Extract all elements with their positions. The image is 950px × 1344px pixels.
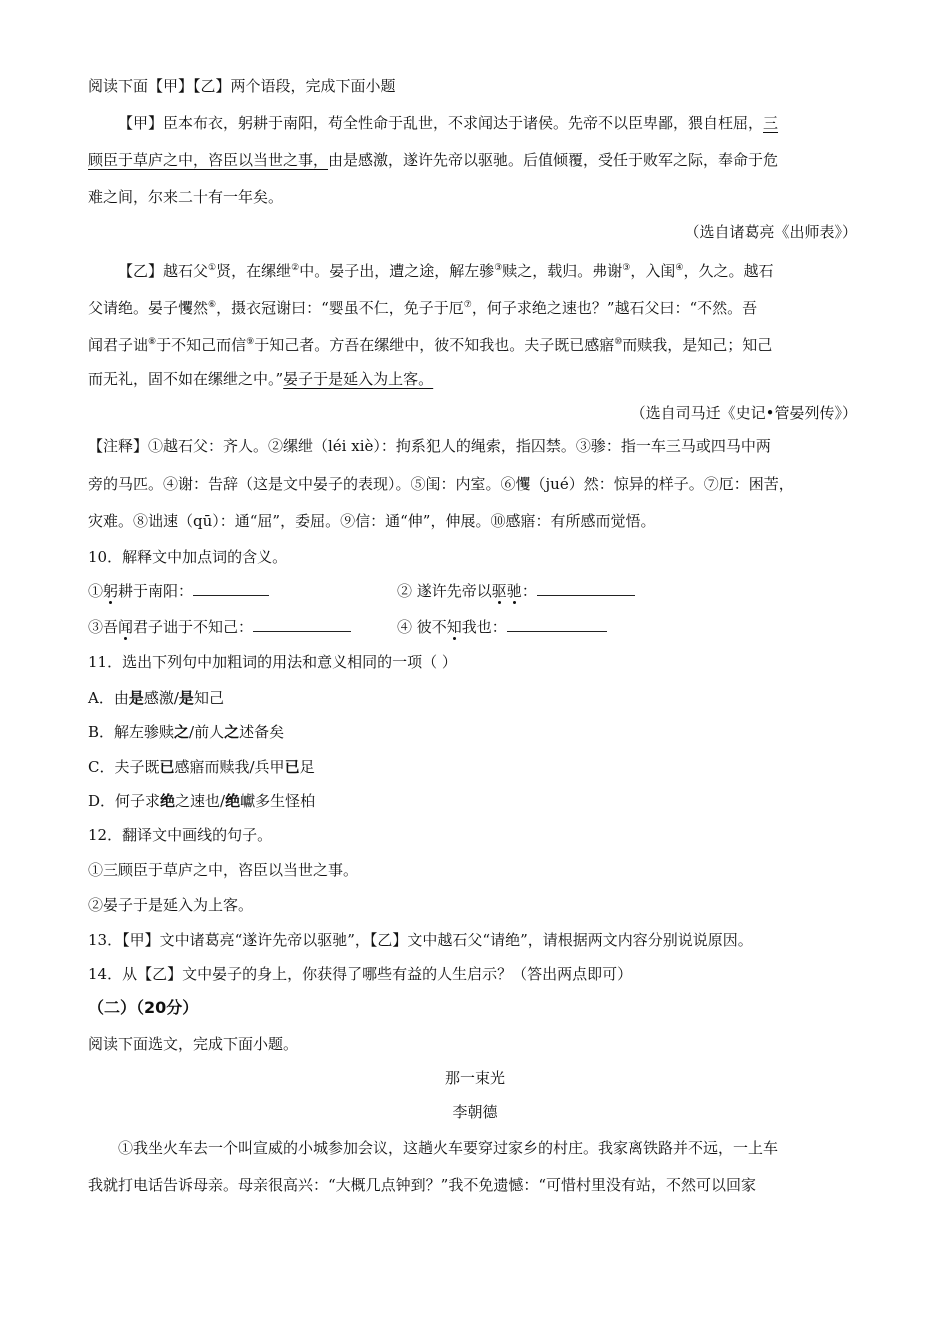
answer-blank[interactable] [537,581,635,596]
q10-item-2: ② 遂许先帝以驱驰： [397,581,635,601]
yi-line-1: 【乙】越石父①贤，在缧绁②中。晏子出，遭之途，解左骖③赎之，载归。弗谢③，入闺④，久之。越石 [118,262,774,280]
answer-blank[interactable] [253,617,351,632]
section-2-heading: （二）（20分） [88,998,199,1017]
q10-item-4: ④ 彼不知我也： [397,617,607,637]
question-13: 13．【甲】文中诸葛亮“遂许先帝以驱驰”，【乙】文中越石父“请绝”，请根据两文内容分别说说原因。 [88,931,753,949]
jia-line-2: 由是感激，遂许先帝以驱驰。后值倾覆，受任于败军之际，奉命于危 [328,151,779,169]
yi-line-2: 父请绝。晏子戄然⑥，摄衣冠谢曰：“婴虽不仁，免子于厄⑦，何子求绝之速也？”越石父曰：“不然。吾 [88,299,758,317]
yi-underlined-sentence: 晏子于是延入为上客。 [283,370,434,388]
answer-blank[interactable] [507,617,607,632]
q11-stem: 11．选出下列句中加粗词的用法和意义相同的一项（ ） [88,653,457,671]
q12-item-1: ①三顾臣于草庐之中，咨臣以当世之事。 [88,861,359,879]
q10-item-1: ①躬耕于南阳： [88,581,269,601]
section-2-intro: 阅读下面选文，完成下面小题。 [88,1035,299,1053]
jia-source: （选自诸葛亮《出师表》） [684,223,857,241]
jia-line-3: 难之间，尔来二十有一年矣。 [88,188,284,206]
q10-stem: 10．解释文中加点词的含义。 [88,548,288,566]
article-paragraph-1-line-1: ①我坐火车去一个叫宣威的小城参加会议，这趟火车要穿过家乡的村庄。我家离铁路并不远，一上车 [118,1139,779,1157]
yi-line-4: 而无礼，固不如在缧绁之中。”晏子于是延入为上客。 [88,370,434,388]
intro-line: 阅读下面【甲】【乙】两个语段，完成下面小题 [88,77,396,95]
article-author: 李朝德 [452,1103,498,1121]
notes-line-2: 旁的马匹。④谢：告辞（这是文中晏子的表现）。⑤闺：内室。⑥戄（jué）然：惊异的样子。⑦厄：困苦， [88,475,794,493]
jia-underlined-sentence: 顾臣于草庐之中，咨臣以当世之事， [88,151,329,169]
q12-stem: 12．翻译文中画线的句子。 [88,826,273,844]
notes-line-1: 【注释】①越石父：齐人。②缧绁（léi xiè）：拘系犯人的绳索，指囚禁。③骖：指一车三马或四马中两 [88,437,771,455]
question-14: 14．从【乙】文中晏子的身上，你获得了哪些有益的人生启示？（答出两点即可） [88,965,633,983]
notes-line-3: 灾难。⑧诎速（qū）：通“屈”，委屈。⑨信：通“伸”，伸展。⑩感寤：有所感而觉悟。 [88,512,656,530]
yi-source: （选自司马迁《史记•管晏列传》） [630,404,857,422]
q11-option-b: B．解左骖赎之/前人之述备矣 [88,723,285,741]
q10-item-3: ③吾闻君子诎于不知己： [88,617,351,637]
jia-underlined-sentence-start: 三 [763,114,779,132]
article-paragraph-1-line-2: 我就打电话告诉母亲。母亲很高兴：“大概几点钟到？”我不免遗憾：“可惜村里没有站，不然可以回家 [88,1176,757,1194]
answer-blank[interactable] [193,581,269,596]
article-title: 那一束光 [444,1069,505,1087]
q11-option-a: A．由是感激/是知己 [88,689,224,707]
yi-line-3: 闻君子诎⑧于不知己而信⑨于知己者。方吾在缧绁中，彼不知我也。夫子既已感寤⑩而赎我，是知己；知己 [88,336,773,354]
q11-option-c: C．夫子既已感寤而赎我/兵甲已足 [88,758,315,776]
q11-option-d: D．何子求绝之速也/绝巘多生怪柏 [88,792,316,810]
q12-item-2: ②晏子于是延入为上客。 [88,896,254,914]
jia-line-1: 【甲】臣本布衣，躬耕于南阳，苟全性命于乱世，不求闻达于诸侯。先帝不以臣卑鄙，猥自枉屈， [118,114,764,132]
